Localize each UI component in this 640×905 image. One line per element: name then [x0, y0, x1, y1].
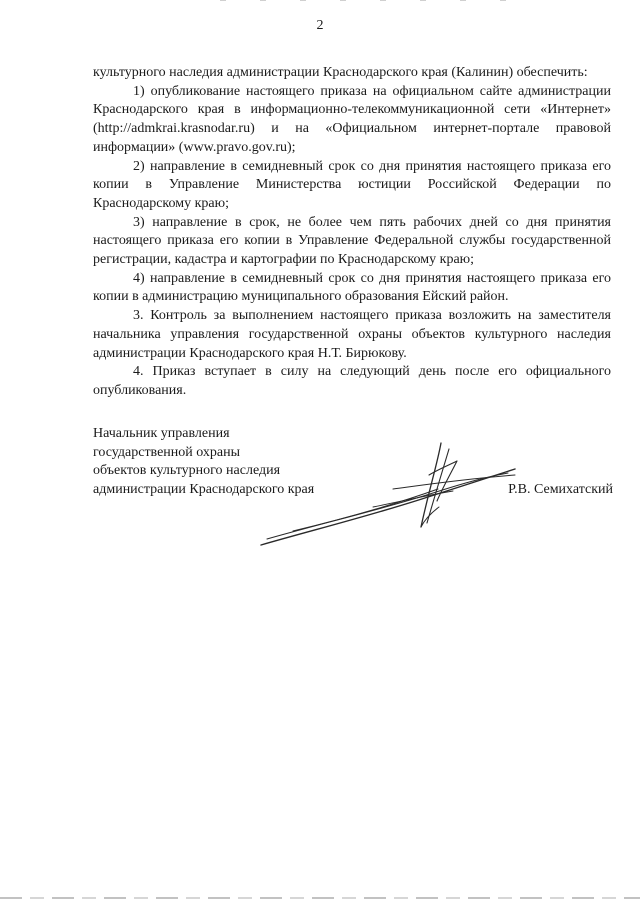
document-body: [93, 64, 611, 401]
paragraph-item-4: 4) направление в семидневный срок со дня принятия настоящего приказа его копии в администрацию муниципального образования Ейский район.: [93, 270, 611, 305]
paragraph-clause-3: 3. Контроль за выполнением настоящего приказа возложить на заместителя начальника управления государственной охраны объектов культурного наследия администрации Краснодарского края Н.Т. Бирюкову.: [93, 308, 611, 361]
handwritten-signature-icon: [253, 435, 533, 550]
paragraph-clause-4: 4. Приказ вступает в силу на следующий день после его официального опубликования.: [93, 364, 611, 398]
signer-position-line: государственной охраны: [93, 444, 241, 460]
signature-block: [93, 425, 613, 545]
scan-artifact-bottom: [0, 897, 640, 899]
paragraph-item-3: 3) направление в срок, не более чем пять рабочих дней со дня принятия настоящего приказа его копии в Управление Федеральной службы государственной регистрации, кадастра и картографии по Краснодарскому краю;: [93, 214, 611, 268]
page-number: 2: [316, 18, 324, 33]
signer-position-line: объектов культурного наследия: [93, 463, 281, 479]
paragraph-item-1: 1) опубликование настоящего приказа на официальном сайте администрации Краснодарского края в информационно-телекоммуникационной сети «Интернет» (http://admkrai.krasnodar.ru) и на «Официальном интернет-портале правовой информации» (www.pravo.gov.ru);: [93, 83, 611, 155]
signer-name: Р.В. Семихатский: [508, 482, 613, 497]
scan-artifact-top: [220, 0, 520, 1]
paragraph-continuation: культурного наследия администрации Краснодарского края (Калинин) обеспечить:: [93, 65, 588, 80]
paragraph-item-2: 2) направление в семидневный срок со дня принятия настоящего приказа его копии в Управление Министерства юстиции Российской Федерации по Краснодарскому краю;: [93, 158, 611, 211]
signer-position-line: администрации Краснодарского края: [93, 482, 315, 498]
signer-position-line: Начальник управления: [93, 426, 230, 441]
